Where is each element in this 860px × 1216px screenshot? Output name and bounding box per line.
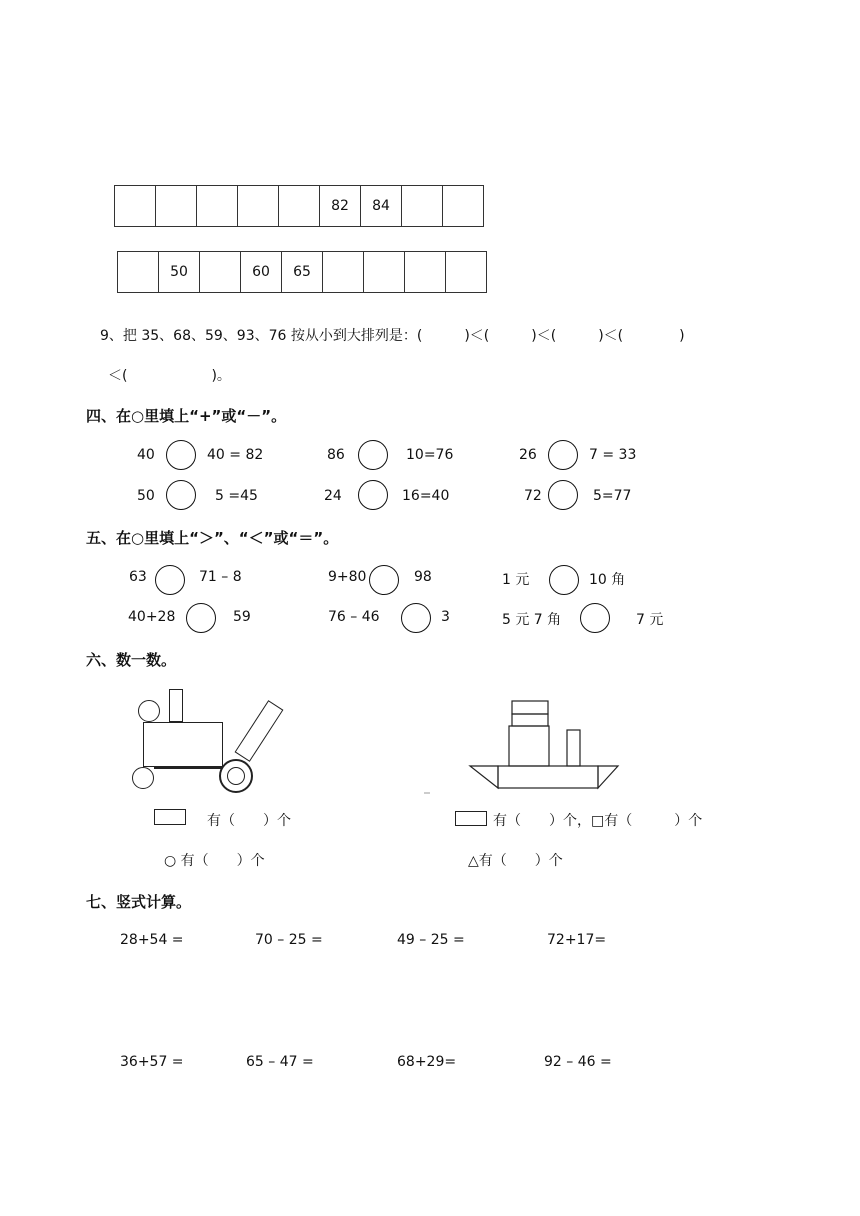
- boat-mast-rect: [567, 730, 580, 766]
- calc-4: 72+17=: [547, 932, 607, 948]
- boat-right-triangle: [598, 766, 618, 788]
- right-rect-icon: [455, 811, 487, 826]
- s5-item-5-right: 3: [441, 609, 450, 625]
- s4-item-6-right: 5=77: [593, 488, 632, 504]
- s5-item-5-left: 76 – 46: [328, 609, 380, 625]
- s5-item-1-left: 63: [129, 569, 147, 585]
- grid1-cell[interactable]: 84: [361, 185, 402, 227]
- section-7-title: 七、竖式计算。: [86, 893, 192, 911]
- grid1-cell[interactable]: [402, 185, 443, 227]
- s5-item-1-right: 71 – 8: [199, 569, 242, 585]
- s4-item-3-left: 26: [519, 447, 537, 463]
- calc-7: 68+29=: [397, 1054, 457, 1070]
- s5-item-5-circle[interactable]: [401, 603, 431, 633]
- s4-item-4-right: 5 =45: [215, 488, 258, 504]
- grid2-cell[interactable]: 65: [282, 251, 323, 293]
- boat-figure: [420, 696, 630, 796]
- grid1-cell[interactable]: [238, 185, 279, 227]
- left-circle-count: ○ 有（ ）个: [164, 853, 265, 869]
- figure-rect-chimney: [169, 689, 183, 722]
- grid2-cell[interactable]: 60: [241, 251, 282, 293]
- s4-item-2-right: 10=76: [406, 447, 454, 463]
- s5-item-2-left: 9+80: [328, 569, 367, 585]
- s5-item-2-right: 98: [414, 569, 432, 585]
- s4-item-6-left: 72: [524, 488, 542, 504]
- grid2-cell[interactable]: [446, 251, 487, 293]
- s5-item-4-left: 40+28: [128, 609, 176, 625]
- s5-item-6-left: 5 元 7 角: [502, 612, 562, 628]
- grid1-cell[interactable]: [115, 185, 156, 227]
- s4-item-1-circle[interactable]: [166, 440, 196, 470]
- grid1-cell[interactable]: [443, 185, 484, 227]
- calc-3: 49 – 25 =: [397, 932, 465, 948]
- question-9-line2: ＜( )。: [108, 368, 231, 384]
- s5-item-3-right: 10 角: [589, 572, 626, 588]
- s5-item-3-circle[interactable]: [549, 565, 579, 595]
- calc-6: 65 – 47 =: [246, 1054, 314, 1070]
- figure-rect-arm: [235, 700, 284, 762]
- s4-item-2-left: 86: [327, 447, 345, 463]
- s5-item-4-circle[interactable]: [186, 603, 216, 633]
- figure-circle-big-wheel-inner: [227, 767, 245, 785]
- section-6-title: 六、数一数。: [86, 651, 177, 669]
- boat-cabin-rect: [509, 726, 549, 766]
- grid1-cell[interactable]: 82: [320, 185, 361, 227]
- grid2-cell[interactable]: [200, 251, 241, 293]
- s4-item-6-circle[interactable]: [548, 480, 578, 510]
- figure-rect-body: [143, 722, 223, 767]
- s4-item-5-right: 16=40: [402, 488, 450, 504]
- boat-top-rect-2: [512, 714, 548, 726]
- s4-item-5-left: 24: [324, 488, 342, 504]
- s4-item-2-circle[interactable]: [358, 440, 388, 470]
- question-9-line1: 9、把 35、68、59、93、76 按从小到大排列是：( )＜( )＜( )＜( ): [100, 328, 685, 344]
- boat-top-rect-1: [512, 701, 548, 714]
- grid2-cell[interactable]: [405, 251, 446, 293]
- calc-1: 28+54 =: [120, 932, 184, 948]
- s5-item-3-left: 1 元: [502, 572, 530, 588]
- s5-item-6-circle[interactable]: [580, 603, 610, 633]
- s5-item-1-circle[interactable]: [155, 565, 185, 595]
- grid2-cell[interactable]: [364, 251, 405, 293]
- grid1-cell[interactable]: [156, 185, 197, 227]
- s4-item-1-left: 40: [137, 447, 155, 463]
- figure-circle-small-wheel: [132, 767, 154, 789]
- right-count-1: 有（ ）个，□有（ ）个: [493, 813, 703, 829]
- s5-item-4-right: 59: [233, 609, 251, 625]
- s5-item-6-right: 7 元: [636, 612, 664, 628]
- left-rect-count: 有（ ）个: [207, 813, 291, 829]
- number-grid-2: [117, 251, 487, 293]
- s4-item-5-circle[interactable]: [358, 480, 388, 510]
- boat-left-triangle: [470, 766, 498, 788]
- grid2-cell[interactable]: [323, 251, 364, 293]
- s4-item-1-right: 40 = 82: [207, 447, 264, 463]
- grid2-cell[interactable]: 50: [159, 251, 200, 293]
- calc-5: 36+57 =: [120, 1054, 184, 1070]
- s4-item-3-circle[interactable]: [548, 440, 578, 470]
- grid1-cell[interactable]: [197, 185, 238, 227]
- section-5-title: 五、在○里填上“＞”、“＜”或“＝”。: [86, 529, 339, 547]
- grid2-cell[interactable]: [118, 251, 159, 293]
- number-grid-1: [114, 185, 484, 227]
- section-4-title: 四、在○里填上“+”或“－”。: [86, 407, 287, 425]
- s4-item-4-left: 50: [137, 488, 155, 504]
- s4-item-3-right: 7 = 33: [589, 447, 637, 463]
- left-rect-icon: [154, 809, 186, 825]
- calc-8: 92 – 46 =: [544, 1054, 612, 1070]
- s5-item-2-circle[interactable]: [369, 565, 399, 595]
- figure-line-base: [154, 767, 222, 769]
- right-count-2: △有（ ）个: [468, 853, 563, 869]
- boat-hull-rect: [498, 766, 598, 788]
- figure-circle-top: [138, 700, 160, 722]
- grid1-cell[interactable]: [279, 185, 320, 227]
- calc-2: 70 – 25 =: [255, 932, 323, 948]
- s4-item-4-circle[interactable]: [166, 480, 196, 510]
